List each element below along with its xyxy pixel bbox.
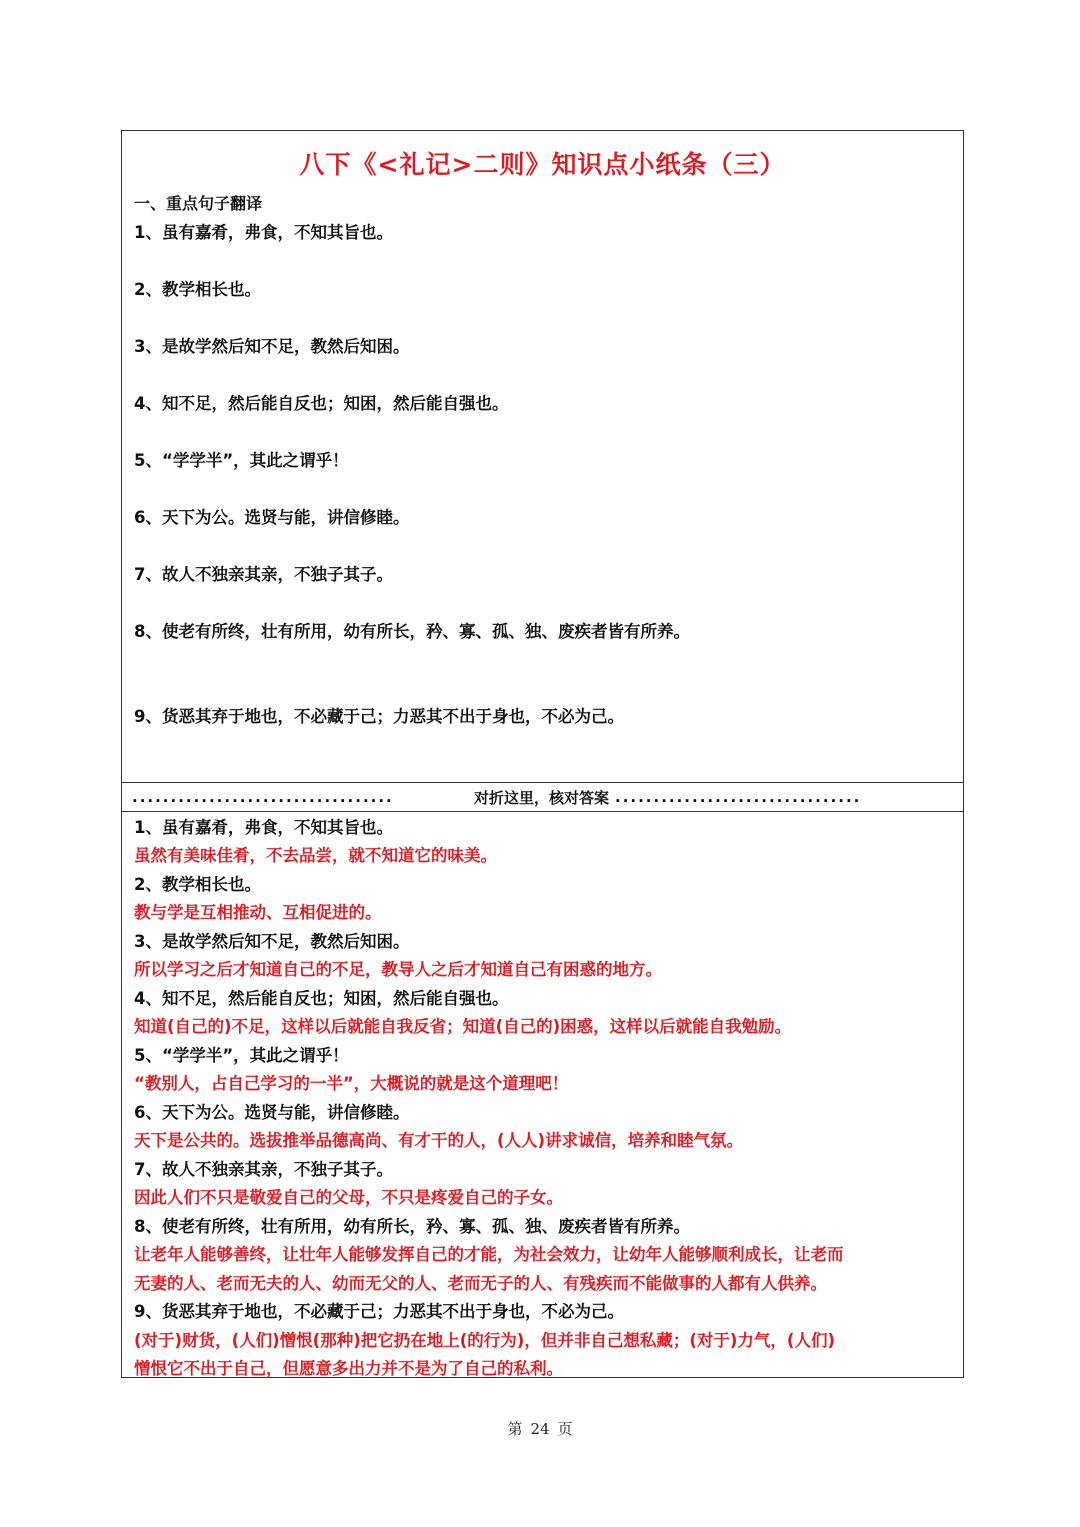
page-prefix: 第 xyxy=(507,1420,523,1438)
answer-question-5: 5、“学学半”，其此之谓乎！ xyxy=(134,1046,349,1065)
question-9: 9、货恶其弃于地也，不必藏于己；力恶其不出于身也，不必为己。 xyxy=(134,707,624,726)
answer-4: 知道(自己的)不足，这样以后就能自我反省；知道(自己的)困惑，这样以后就能自我勉励。 xyxy=(134,1017,792,1036)
answer-question-1: 1、虽有嘉肴，弗食，不知其旨也。 xyxy=(134,818,393,837)
question-section xyxy=(122,131,963,783)
page-number-value: 24 xyxy=(530,1420,550,1438)
answer-9-line-1: (对于)财货，(人们)憎恨(那种)把它扔在地上(的行为)，但并非自己想私藏；(对于)力气，(人们) xyxy=(134,1331,835,1350)
answer-3: 所以学习之后才知道自己的不足，教导人之后才知道自己有困惑的地方。 xyxy=(134,960,662,979)
answer-5: “教别人，占自己学习的一半”，大概说的就是这个道理吧！ xyxy=(134,1074,569,1093)
answer-9-line-2: 憎恨它不出于自己，但愿意多出力并不是为了自己的私利。 xyxy=(134,1359,563,1378)
page-title: 八下《<礼记>二则》知识点小纸条（三） xyxy=(299,150,786,179)
fold-label: 对折这里，核对答案 xyxy=(474,788,610,807)
worksheet xyxy=(121,130,964,1378)
question-4: 4、知不足，然后能自反也；知困，然后能自强也。 xyxy=(134,394,509,413)
answer-6: 天下是公共的。选拔推举品德高尚、有才干的人，(人人)讲求诚信，培养和睦气氛。 xyxy=(134,1131,744,1150)
answer-1: 虽然有美味佳肴，不去品尝，就不知道它的味美。 xyxy=(134,846,497,865)
answer-question-8: 8、使老有所终，壮有所用，幼有所长，矜、寡、孤、独、废疾者皆有所养。 xyxy=(134,1217,690,1236)
answer-question-9: 9、货恶其弃于地也，不必藏于己；力恶其不出于身也，不必为己。 xyxy=(134,1302,624,1321)
answer-question-4: 4、知不足，然后能自反也；知困，然后能自强也。 xyxy=(134,989,509,1008)
question-8: 8、使老有所终，壮有所用，幼有所长，矜、寡、孤、独、废疾者皆有所养。 xyxy=(134,622,690,641)
question-1: 1、虽有嘉肴，弗食，不知其旨也。 xyxy=(134,223,393,242)
answer-question-2: 2、教学相长也。 xyxy=(134,875,261,894)
fold-dots-left: .................................. xyxy=(132,788,394,806)
answer-question-3: 3、是故学然后知不足，教然后知困。 xyxy=(134,932,410,951)
fold-dots-right: ................................ xyxy=(615,788,862,806)
answer-2: 教与学是互相推动、互相促进的。 xyxy=(134,903,382,922)
question-3: 3、是故学然后知不足，教然后知困。 xyxy=(134,337,410,356)
question-5: 5、“学学半”，其此之谓乎！ xyxy=(134,451,349,470)
answer-7: 因此人们不只是敬爱自己的父母，不只是疼爱自己的子女。 xyxy=(134,1188,563,1207)
question-7: 7、故人不独亲其亲，不独子其子。 xyxy=(134,565,393,584)
page-suffix: 页 xyxy=(557,1420,573,1438)
answer-8-line-1: 让老年人能够善终，让壮年人能够发挥自己的才能，为社会效力，让幼年人能够顺利成长，让老而 xyxy=(134,1245,844,1264)
question-2: 2、教学相长也。 xyxy=(134,280,261,299)
answer-question-6: 6、天下为公。选贤与能，讲信修睦。 xyxy=(134,1103,410,1122)
question-6: 6、天下为公。选贤与能，讲信修睦。 xyxy=(134,508,410,527)
answer-8-line-2: 无妻的人、老而无夫的人、幼而无父的人、老而无子的人、有残疾而不能做事的人都有人供养。 xyxy=(134,1274,827,1293)
page-number xyxy=(0,1418,1080,1439)
section-heading: 一、重点句子翻译 xyxy=(134,194,263,213)
fold-line xyxy=(122,783,963,812)
answer-question-7: 7、故人不独亲其亲，不独子其子。 xyxy=(134,1160,393,1179)
